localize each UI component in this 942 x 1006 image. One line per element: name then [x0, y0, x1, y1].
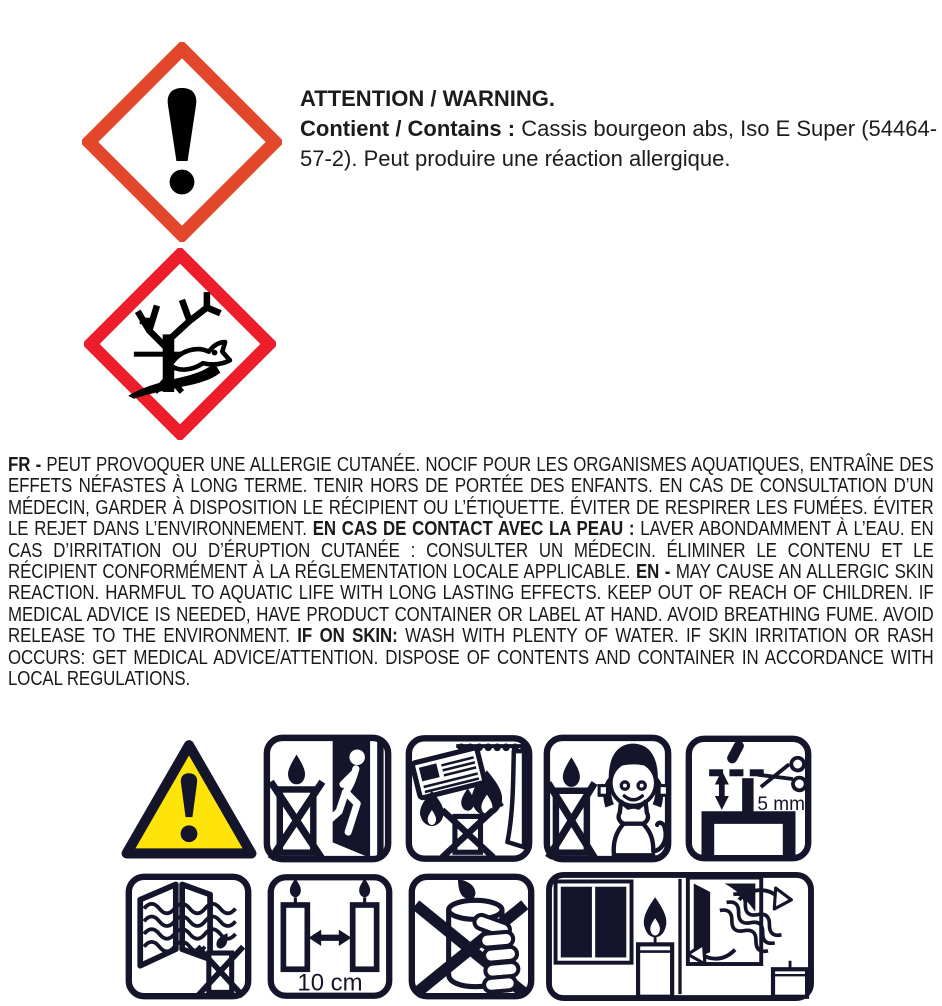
- avoid-drafts-icon: [125, 871, 252, 1002]
- ventilate-room-after-use-icon: [545, 871, 815, 1002]
- trim-wick-icon: [685, 733, 812, 864]
- contains-line: [300, 114, 942, 174]
- ghs-environment-hazard-icon: [84, 248, 276, 440]
- warning-triangle-icon: [119, 736, 259, 864]
- keep-away-from-flammable-items-icon: [405, 733, 533, 864]
- do-not-move-burning-candle-icon: [408, 871, 535, 1002]
- contains-value: Cassis bourgeon abs, Iso E Super (54464-57-2). Peut produire une réaction allergique.: [300, 116, 938, 171]
- warning-text-block: [300, 84, 942, 174]
- keep-away-from-children-and-pets-icon: [543, 733, 672, 864]
- wick-length-label: 5 mm: [757, 793, 805, 815]
- spacing-label: 10 cm: [297, 969, 363, 997]
- warning-title: ATTENTION / WARNING.: [300, 86, 556, 111]
- safety-statement: FR - PEUT PROVOQUER UNE ALLERGIE CUTANÉE. NOCIF POUR LES ORGANISMES AQUATIQUES, ENTRAÎNE DES EFFETS NÉFASTES À LONG TERME. TENIR HORS DE PORTÉE DES ENFANTS. EN CAS DE CONSULTATION D’UN MÉDECIN, GARDER À DISPOSITION LE RÉCIPIENT OU L’ÉTIQUETTE. ÉVITER DE RESPIRER LES FUMÉES. ÉVITER LE REJET DANS L’ENVIRONNEMENT. EN CAS DE CONTACT AVEC LA PEAU : LAVER ABONDAMMENT À L’EAU. EN CAS D’IRRITATION OU D’ÉRUPTION CUTANÉE : CONSULTER UN MÉDECIN. ÉLIMINER LE CONTENU ET LE RÉCIPIENT CONFORMÉMENT À LA RÉGLEMENTATION LOCALE APPLICABLE. EN - MAY CAUSE AN ALLERGIC SKIN REACTION. HARMFUL TO AQUATIC LIFE WITH LONG LASTING EFFECTS. KEEP OUT OF REACH OF CHILDREN. IF MEDICAL ADVICE IS NEEDED, HAVE PRODUCT CONTAINER OR LABEL AT HAND. AVOID BREATHING FUME. AVOID RELEASE TO THE ENVIRONMENT. IF ON SKIN: WASH WITH PLENTY OF WATER. IF SKIN IRRITATION OR RASH OCCURS: GET MEDICAL ADVICE/ATTENTION. DISPOSE OF CONTENTS AND CONTAINER IN ACCORDANCE WITH LOCAL REGULATIONS.: [8, 454, 934, 691]
- contains-label: Contient / Contains :: [300, 116, 516, 141]
- never-leave-burning-candle-unattended-icon: [263, 733, 392, 864]
- ghs-exclamation-mark-icon: [82, 42, 282, 242]
- cut-line: [709, 769, 764, 776]
- wick: [742, 778, 753, 812]
- candle-spacing-icon: [267, 871, 393, 1002]
